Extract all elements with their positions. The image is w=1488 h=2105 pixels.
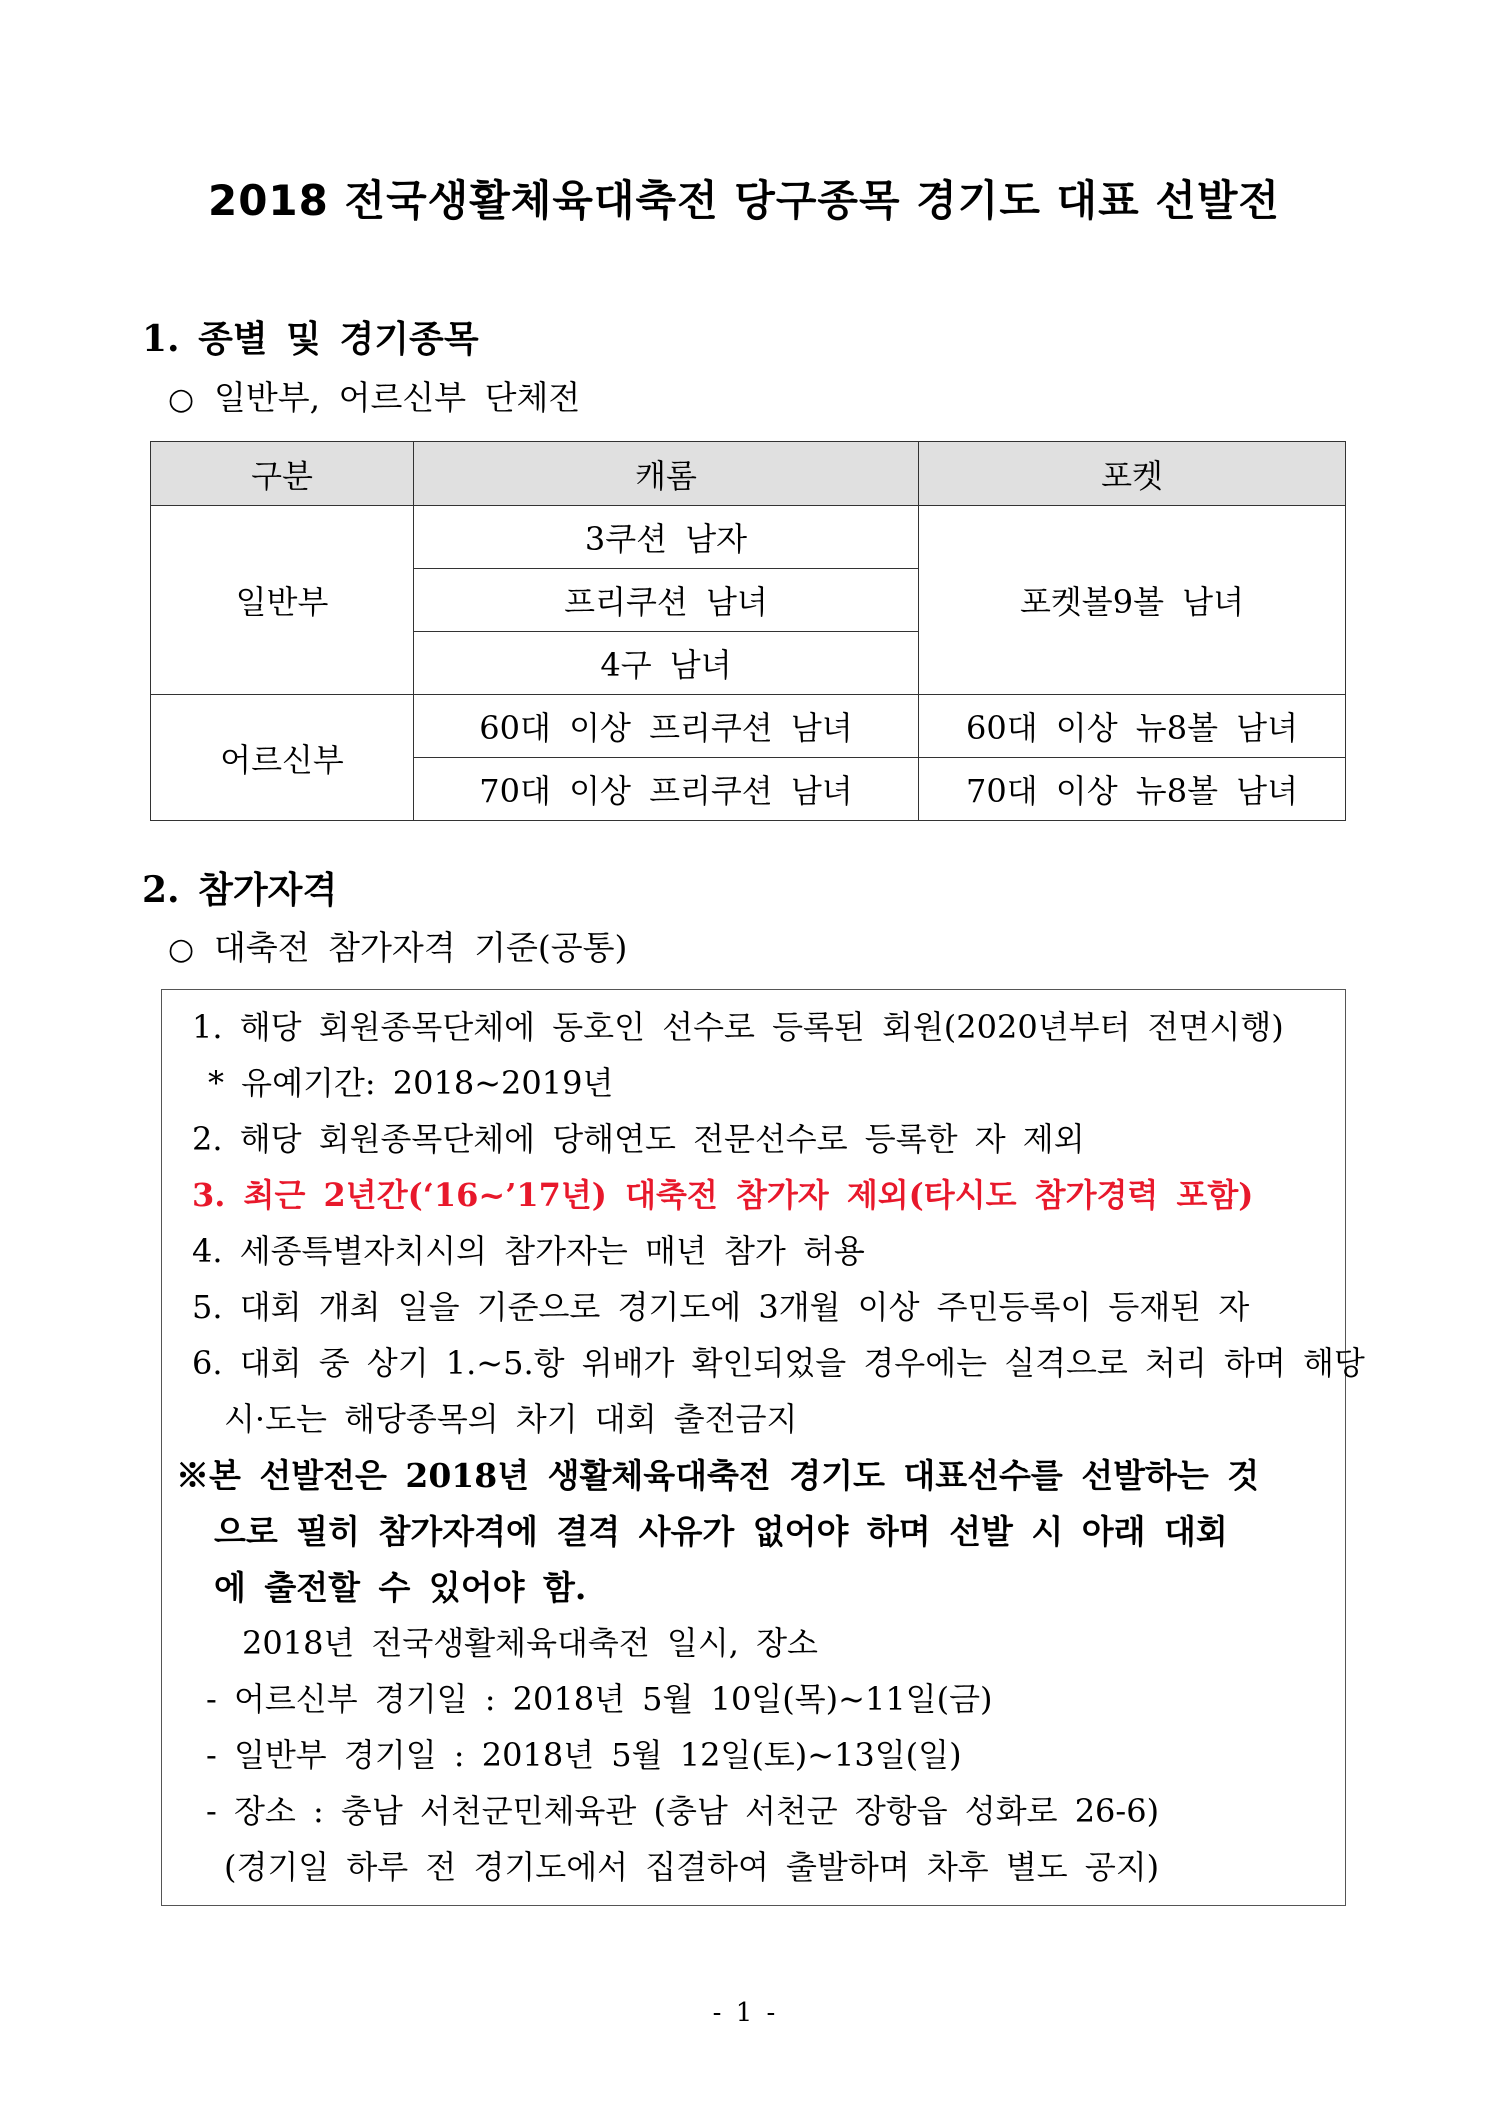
venue: - 장소 : 충남 서천군민체육관 (충남 서천군 장항읍 성화로 26-6): [206, 1792, 1160, 1830]
assembly-note: (경기일 하루 전 경기도에서 집결하여 출발하며 차후 별도 공지): [224, 1848, 1160, 1886]
eligibility-item-1: 1. 해당 회원종목단체에 동호인 선수로 등록된 회원(2020년부터 전면시행): [192, 1008, 1284, 1046]
table-row: [151, 695, 1346, 758]
grace-period-note: * 유예기간: 2018~2019년: [208, 1064, 614, 1102]
section1-bullet: [168, 372, 580, 419]
circle-bullet-icon: ○: [168, 932, 195, 967]
general-pocket-cell: 포켓볼9볼 남녀: [919, 506, 1346, 695]
notice-line-2: 으로 필히 참가자격에 결격 사유가 없어야 하며 선발 시 아래 대회: [214, 1512, 1228, 1551]
section2-bullet: [168, 922, 627, 969]
eligibility-box: [161, 989, 1365, 1906]
eligibility-item-2: 2. 해당 회원종목단체에 당해연도 전문선수로 등록한 자 제외: [192, 1120, 1085, 1158]
eligibility-item-4: 4. 세종특별자치시의 참가자는 매년 참가 허용: [192, 1232, 865, 1270]
table-cell: 3쿠션 남자: [414, 506, 919, 569]
table-cell: 60대 이상 뉴8볼 남녀: [919, 695, 1346, 758]
notice-line-1: ※본 선발전은 2018년 생활체육대축전 경기도 대표선수를 선발하는 것: [176, 1456, 1260, 1495]
notice-line-3: 에 출전할 수 있어야 함.: [214, 1568, 587, 1607]
table-cell: 70대 이상 프리쿠션 남녀: [414, 758, 919, 821]
circle-bullet-icon: ○: [168, 382, 195, 417]
header-pocket: 포켓: [919, 442, 1346, 506]
page-title: 2018 전국생활체육대축전 당구종목 경기도 대표 선발전: [207, 176, 1281, 225]
eligibility-item-3-highlight: 3. 최근 2년간(‘16~’17년) 대축전 참가자 제외(타시도 참가경력 포함): [192, 1176, 1254, 1214]
events-table: [150, 441, 1346, 821]
page-number: - 1 -: [712, 1998, 776, 2028]
general-schedule: - 일반부 경기일 : 2018년 5월 12일(토)~13일(일): [206, 1736, 962, 1774]
section1-heading: 1. 종별 및 경기종목: [142, 318, 479, 360]
section2-heading: 2. 참가자격: [142, 869, 338, 911]
table-header-row: [151, 442, 1346, 506]
section1-bullet-text: 일반부, 어르신부 단체전: [214, 378, 581, 417]
table-cell: 70대 이상 뉴8볼 남녀: [919, 758, 1346, 821]
header-category: 구분: [151, 442, 414, 506]
general-division-label: 일반부: [151, 506, 414, 695]
senior-division-label: 어르신부: [151, 695, 414, 821]
eligibility-item-6-cont: 시·도는 해당종목의 차기 대회 출전금지: [224, 1400, 798, 1438]
section2-bullet-text: 대축전 참가자격 기준(공통): [214, 928, 628, 967]
header-carom: 캐롬: [414, 442, 919, 506]
table-cell: 60대 이상 프리쿠션 남녀: [414, 695, 919, 758]
eligibility-item-6: 6. 대회 중 상기 1.~5.항 위배가 확인되었을 경우에는 실격으로 처리 하며 해당: [192, 1344, 1365, 1382]
table-cell: 4구 남녀: [414, 632, 919, 695]
table-cell: 프리쿠션 남녀: [414, 569, 919, 632]
table-row: [151, 506, 1346, 569]
event-info-title: 2018년 전국생활체육대축전 일시, 장소: [242, 1624, 818, 1662]
senior-schedule: - 어르신부 경기일 : 2018년 5월 10일(목)~11일(금): [206, 1680, 993, 1718]
eligibility-item-5: 5. 대회 개최 일을 기준으로 경기도에 3개월 이상 주민등록이 등재된 자: [192, 1288, 1250, 1326]
